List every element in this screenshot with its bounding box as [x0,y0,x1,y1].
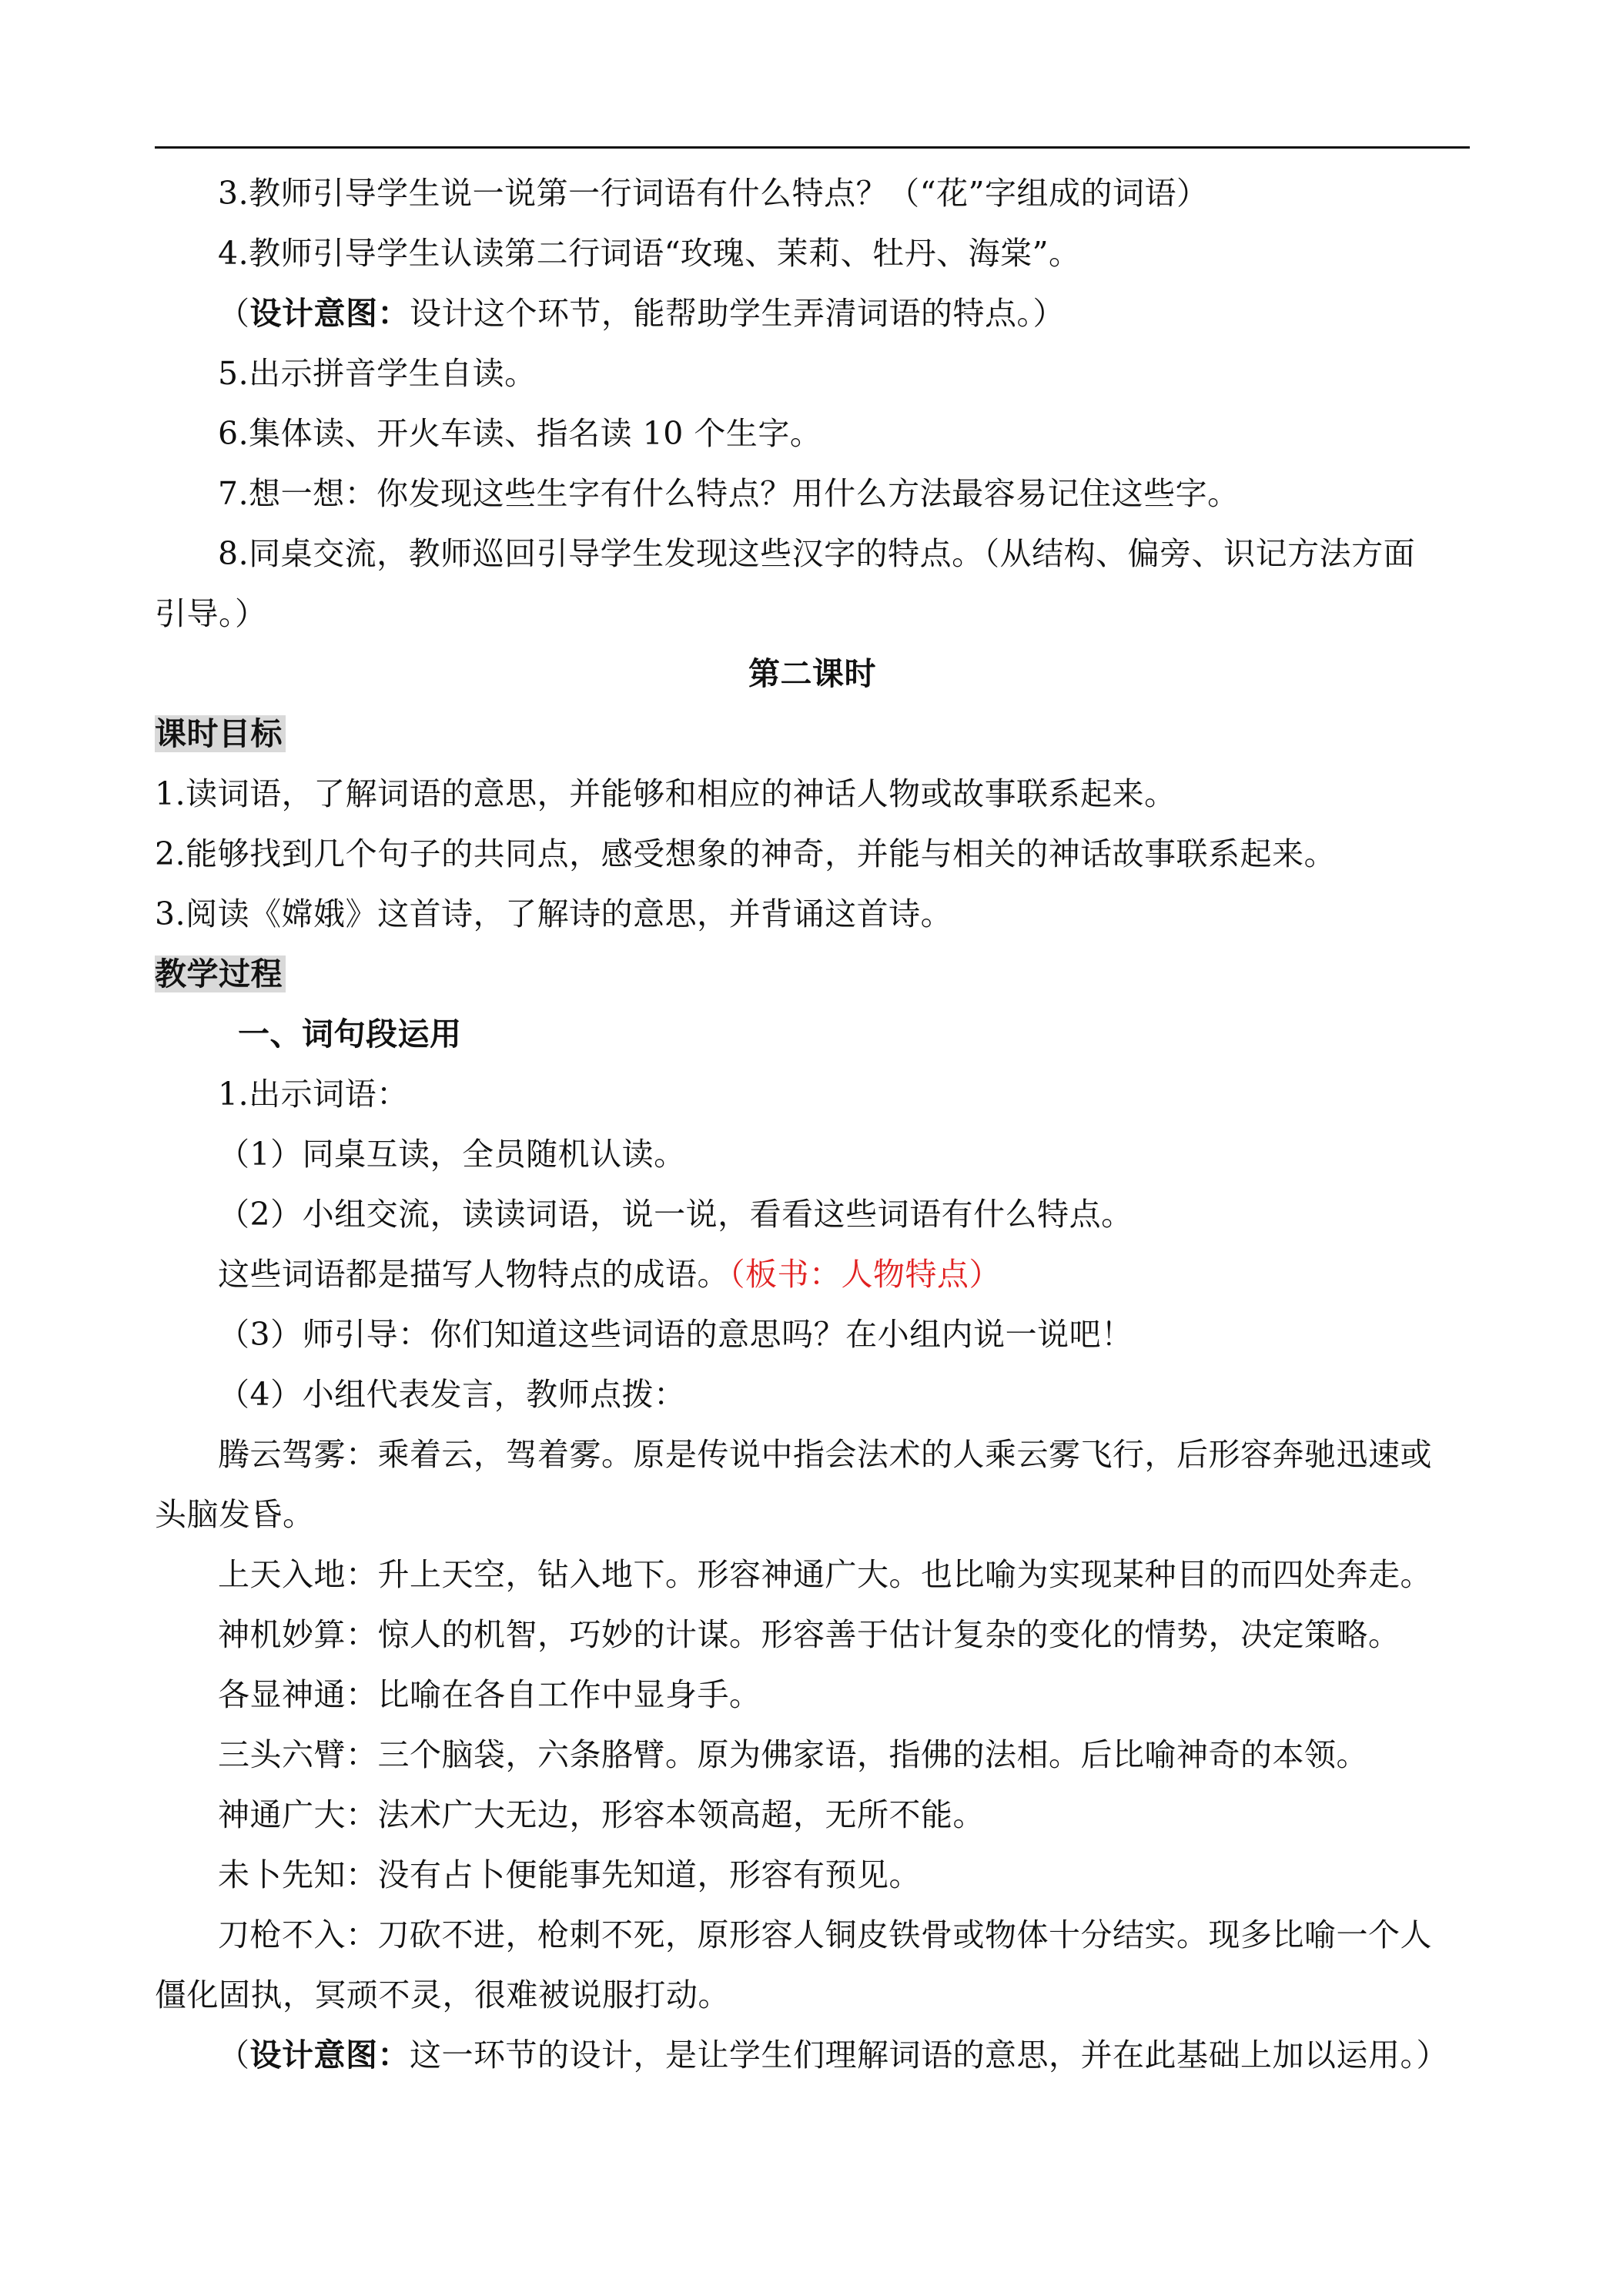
lesson-title: 第二课时 [748,655,876,692]
summary-line [155,1250,1533,1298]
substep-1: （1）同桌互读，全员随机认读。 [218,1136,686,1173]
goal-3: 3.阅读《嫦娥》这首诗，了解诗的意思，并背诵这首诗。 [155,895,953,932]
definition-6: 神通广大：法术广大无边，形容本领高超，无所不能。 [218,1796,985,1833]
substep-2: （2）小组交流，读读词语，说一说，看看这些词语有什么特点。 [218,1196,1133,1233]
design-intent-2-open: （ [218,2037,250,2073]
definition-3: 神机妙算：惊人的机智，巧妙的计谋。形容善于估计复杂的变化的情势，决定策略。 [218,1616,1400,1653]
process-heading [155,950,1470,998]
definition-1-line1: 腾云驾雾：乘着云，驾着雾。原是传说中指会法术的人乘云雾飞行，后形容奔驰迅速或 [218,1436,1432,1473]
definition-1-line2: 头脑发昏。 [155,1496,315,1533]
definition-4: 各显神通：比喻在各自工作中显身手。 [218,1676,761,1713]
show-words: 1.出示词语： [218,1076,409,1113]
design-intent-1 [155,290,1533,337]
goals-heading-text: 课时目标 [155,715,286,752]
process-heading-text: 教学过程 [155,956,286,992]
header-rule [155,146,1470,149]
definition-2: 上天入地：升上天空，钻入地下。形容神通广大。也比喻为实现某种目的而四处奔走。 [218,1556,1432,1593]
goals-heading [155,710,1470,758]
goal-1: 1.读词语，了解词语的意思，并能够和相应的神话人物或故事联系起来。 [155,775,1176,812]
section-heading: 一、词句段运用 [238,1016,462,1053]
definition-8-line2: 僵化固执，冥顽不灵，很难被说服打动。 [155,1976,730,2013]
design-intent-open: （ [218,295,250,332]
substep-4: （4）小组代表发言，教师点拨： [218,1376,686,1413]
step-3: 3.教师引导学生说一说第一行词语有什么特点？（“花”字组成的词语） [218,175,1209,212]
design-intent-2-label: 设计意图： [249,2037,410,2073]
design-intent-label: 设计意图： [249,295,410,332]
goal-2: 2.能够找到几个句子的共同点，感受想象的神奇，并能与相关的神话故事联系起来。 [155,835,1337,872]
step-4: 4.教师引导学生认读第二行词语“玫瑰、茉莉、牡丹、海棠”。 [218,235,1081,272]
step-8-line2: 引导。） [155,595,267,632]
design-intent-text: 设计这个环节，能帮助学生弄清词语的特点。） [410,295,1065,332]
step-7: 7.想一想：你发现这些生字有什么特点？用什么方法最容易记住这些字。 [218,475,1240,512]
step-8-line1: 8.同桌交流，教师巡回引导学生发现这些汉字的特点。（从结构、偏旁、识记方法方面 [218,535,1416,572]
summary-text: 这些词语都是描写人物特点的成语。 [218,1256,729,1293]
substep-3: （3）师引导：你们知道这些词语的意思吗？在小组内说一说吧！ [218,1316,1133,1353]
step-5: 5.出示拼音学生自读。 [218,355,537,392]
design-intent-2 [155,2031,1533,2079]
step-6: 6.集体读、开火车读、指名读 10 个生字。 [218,415,822,452]
definition-8-line1: 刀枪不入：刀砍不进，枪刺不死，原形容人铜皮铁骨或物体十分结实。现多比喻一个人 [218,1916,1432,1953]
design-intent-2-text: 这一环节的设计，是让学生们理解词语的意思，并在此基础上加以运用。） [410,2037,1448,2073]
definition-5: 三头六臂：三个脑袋，六条胳臂。原为佛家语，指佛的法相。后比喻神奇的本领。 [218,1736,1368,1773]
definition-7: 未卜先知：没有占卜便能事先知道，形容有预见。 [218,1856,921,1893]
board-note: （板书：人物特点） [729,1256,1001,1293]
